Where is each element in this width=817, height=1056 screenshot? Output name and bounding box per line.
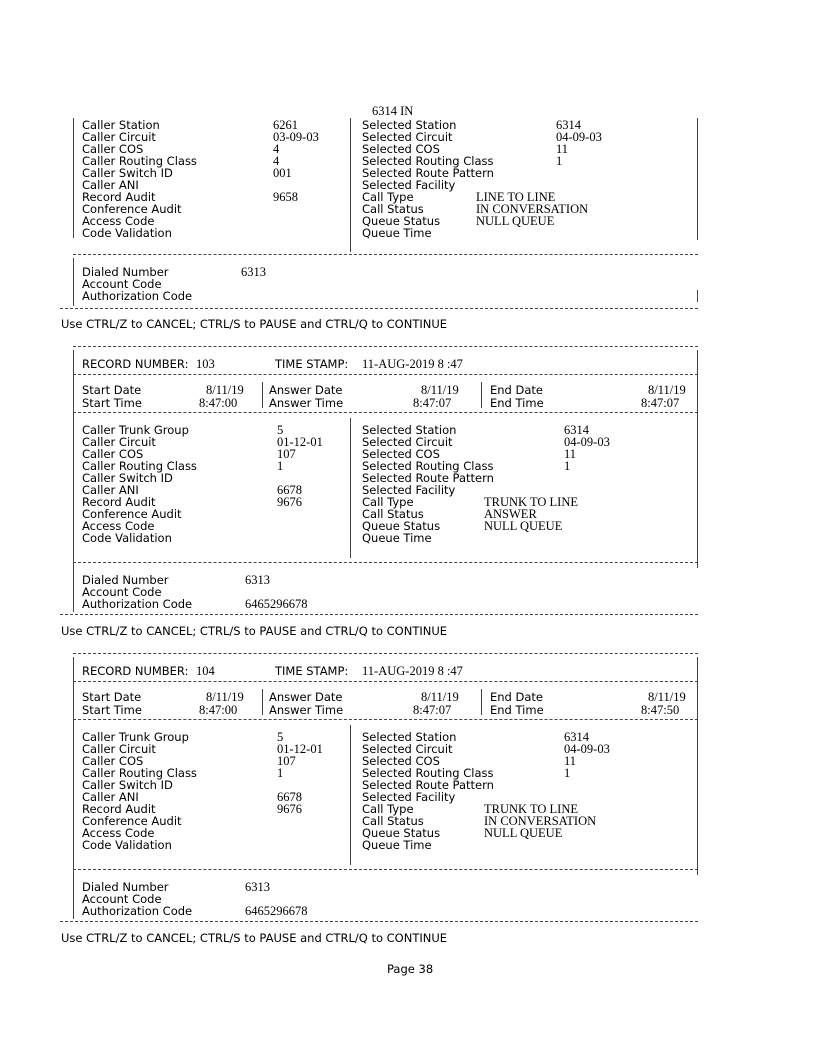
caller-labels (82, 119, 197, 239)
selected-label: Queue Time (362, 226, 432, 240)
selected-label: Call Type (362, 190, 414, 204)
caller-label: Caller ANI (82, 483, 139, 497)
selected-label: Selected Facility (362, 178, 456, 192)
divider (73, 719, 698, 720)
selected-label: Selected Facility (362, 483, 456, 497)
end-time: 8:47:50 (641, 703, 680, 717)
selected-label: Selected Station (362, 423, 457, 437)
caller-value: 6261 (273, 118, 298, 132)
time-stamp: 11-AUG-2019 8 :47 (362, 357, 463, 371)
caller-label: Caller Circuit (82, 130, 156, 144)
selected-value: 04-09-03 (564, 435, 610, 449)
selected-label: Call Type (362, 802, 414, 816)
end-date: 8/11/19 (648, 690, 686, 704)
selected-value: 11 (564, 754, 577, 768)
caller-value: 4 (273, 142, 280, 156)
selected-value: IN CONVERSATION (476, 202, 589, 216)
start-date: 8/11/19 (206, 690, 244, 704)
selected-labels (362, 119, 494, 239)
time-stamp: 11-AUG-2019 8 :47 (362, 664, 463, 678)
selected-label: Selected Facility (362, 790, 456, 804)
dialed-labels (82, 266, 192, 302)
dialed-label: Account Code (82, 277, 162, 291)
caller-value (273, 215, 319, 227)
selected-label: Selected COS (362, 447, 440, 461)
right-border (697, 118, 698, 240)
selected-values-a (564, 424, 610, 472)
dialed-labels (82, 881, 192, 917)
selected-value: 6314 (564, 423, 589, 437)
selected-labels (362, 731, 494, 851)
selected-values-a (564, 731, 610, 779)
caller-label: Record Audit (82, 190, 156, 204)
dialed-label: Dialed Number (82, 880, 169, 894)
selected-values-b (484, 803, 596, 839)
selected-label: Selected Routing Class (362, 766, 494, 780)
dialed-label: Authorization Code (82, 904, 193, 918)
caller-label: Record Audit (82, 495, 156, 509)
selected-label: Call Status (362, 814, 424, 828)
selected-label: Queue Status (362, 519, 441, 533)
left-border (73, 258, 74, 306)
selected-value: 04-09-03 (556, 130, 602, 144)
record-number-label: RECORD NUMBER: (82, 664, 189, 678)
column-divider (481, 382, 482, 408)
end-date-label: End Date (490, 383, 543, 397)
caller-value: 4 (273, 154, 280, 168)
caller-value (273, 203, 319, 215)
divider (73, 653, 698, 654)
record-number-label: RECORD NUMBER: (82, 357, 189, 371)
answer-time: 8:47:07 (413, 396, 452, 410)
caller-value: 1 (277, 766, 284, 780)
answer-date: 8/11/19 (421, 690, 459, 704)
answer-date-label: Answer Date (269, 690, 343, 704)
caller-label: Caller ANI (82, 178, 139, 192)
caller-value: 5 (277, 730, 284, 744)
caller-value: 01-12-01 (277, 435, 323, 449)
end-time: 8:47:07 (641, 396, 680, 410)
time-stamp-label: TIME STAMP: (275, 357, 349, 371)
caller-value: 03-09-03 (273, 130, 319, 144)
end-time-label: End Time (490, 396, 544, 410)
start-time: 8:47:00 (199, 396, 238, 410)
selected-value: ANSWER (484, 507, 537, 521)
caller-label: Caller Switch ID (82, 778, 173, 792)
dialed-value: 6313 (245, 573, 270, 587)
start-date-label: Start Date (82, 383, 142, 397)
caller-label: Caller Routing Class (82, 766, 197, 780)
divider (73, 346, 698, 347)
caller-value: 9676 (277, 495, 302, 509)
caller-label: Caller Circuit (82, 435, 156, 449)
left-border (73, 118, 74, 238)
dialed-label: Account Code (82, 892, 162, 906)
divider (73, 412, 698, 413)
divider (73, 374, 698, 375)
caller-label: Conference Audit (82, 202, 182, 216)
selected-label: Queue Status (362, 214, 441, 228)
caller-label: Conference Audit (82, 814, 182, 828)
column-divider (262, 382, 263, 408)
caller-value (277, 520, 323, 532)
start-date: 8/11/19 (206, 383, 244, 397)
caller-label: Caller Switch ID (82, 166, 173, 180)
start-time: 8:47:00 (199, 703, 238, 717)
left-border (73, 657, 74, 919)
selected-label: Selected Station (362, 730, 457, 744)
start-time-label: Start Time (82, 396, 142, 410)
dialed-values (245, 574, 308, 610)
dialed-value: 6313 (245, 880, 270, 894)
caller-value: 01-12-01 (277, 742, 323, 756)
dialed-values (245, 881, 308, 917)
dialed-value (241, 278, 266, 290)
dialed-value (241, 290, 266, 302)
caller-label: Access Code (82, 214, 155, 228)
column-divider (350, 725, 351, 865)
selected-value: NULL QUEUE (476, 214, 555, 228)
dialed-value: 6465296678 (245, 904, 308, 918)
selected-value: 11 (556, 142, 569, 156)
selected-values-b (476, 191, 588, 227)
caller-labels (82, 424, 197, 544)
start-date-label: Start Date (82, 690, 142, 704)
record-number: 104 (196, 664, 215, 678)
caller-values (277, 731, 323, 851)
footer-prompt: Use CTRL/Z to CANCEL; CTRL/S to PAUSE and CTRL/Q to CONTINUE (61, 624, 448, 638)
selected-value: 1 (564, 766, 571, 780)
column-divider (262, 689, 263, 715)
caller-value: 1 (277, 459, 284, 473)
caller-value (277, 508, 323, 520)
record-number: 103 (196, 357, 215, 371)
caller-value: 9676 (277, 802, 302, 816)
selected-label: Selected Circuit (362, 435, 453, 449)
column-divider (481, 689, 482, 715)
dialed-label: Dialed Number (82, 265, 169, 279)
caller-label: Code Validation (82, 531, 172, 545)
caller-value (277, 815, 323, 827)
footer-prompt: Use CTRL/Z to CANCEL; CTRL/S to PAUSE and CTRL/Q to CONTINUE (61, 317, 448, 331)
caller-label: Caller Trunk Group (82, 423, 189, 437)
caller-label: Caller COS (82, 447, 144, 461)
right-border (697, 290, 698, 302)
selected-value: 1 (556, 154, 563, 168)
end-date: 8/11/19 (648, 383, 686, 397)
caller-value: 6678 (277, 483, 302, 497)
caller-label: Code Validation (82, 226, 172, 240)
selected-label: Queue Time (362, 838, 432, 852)
caller-value: 9658 (273, 190, 298, 204)
caller-value (273, 227, 319, 239)
selected-value: 11 (564, 447, 577, 461)
dialed-values (241, 266, 266, 302)
caller-value (277, 532, 323, 544)
column-divider (350, 118, 351, 252)
caller-label: Caller Circuit (82, 742, 156, 756)
selected-value: NULL QUEUE (484, 519, 563, 533)
caller-label: Conference Audit (82, 507, 182, 521)
selected-label: Selected Routing Class (362, 459, 494, 473)
time-stamp-label: TIME STAMP: (275, 664, 349, 678)
right-border (697, 350, 698, 568)
caller-label: Record Audit (82, 802, 156, 816)
selected-label: Selected COS (362, 142, 440, 156)
caller-values (273, 119, 319, 239)
answer-time-label: Answer Time (269, 703, 344, 717)
divider (73, 562, 698, 563)
caller-label: Caller Trunk Group (82, 730, 189, 744)
selected-values-a (556, 119, 602, 167)
selected-labels (362, 424, 494, 544)
dialed-label: Dialed Number (82, 573, 169, 587)
caller-label: Code Validation (82, 838, 172, 852)
selected-value: 6314 (564, 730, 589, 744)
header-note: 6314 IN (372, 104, 414, 118)
dialed-label: Authorization Code (82, 289, 193, 303)
selected-value: LINE TO LINE (476, 190, 556, 204)
caller-value: 107 (277, 754, 296, 768)
caller-value (277, 827, 323, 839)
selected-value: 1 (564, 459, 571, 473)
selected-value: TRUNK TO LINE (484, 802, 578, 816)
selected-value: NULL QUEUE (484, 826, 563, 840)
selected-value: 04-09-03 (564, 742, 610, 756)
end-time-label: End Time (490, 703, 544, 717)
answer-time-label: Answer Time (269, 396, 344, 410)
selected-label: Selected Route Pattern (362, 471, 494, 485)
caller-label: Access Code (82, 519, 155, 533)
footer-prompt: Use CTRL/Z to CANCEL; CTRL/S to PAUSE and CTRL/Q to CONTINUE (61, 931, 448, 945)
divider (60, 614, 698, 615)
caller-labels (82, 731, 197, 851)
selected-label: Selected Route Pattern (362, 166, 494, 180)
dialed-label: Account Code (82, 585, 162, 599)
answer-date: 8/11/19 (421, 383, 459, 397)
selected-label: Queue Status (362, 826, 441, 840)
caller-label: Caller COS (82, 142, 144, 156)
selected-label: Selected COS (362, 754, 440, 768)
selected-label: Selected Circuit (362, 130, 453, 144)
dialed-value: 6313 (241, 265, 266, 279)
caller-value: 107 (277, 447, 296, 461)
dialed-label: Authorization Code (82, 597, 193, 611)
caller-label: Caller Routing Class (82, 459, 197, 473)
selected-label: Call Status (362, 507, 424, 521)
divider (73, 254, 698, 255)
selected-value: TRUNK TO LINE (484, 495, 578, 509)
caller-values (277, 424, 323, 544)
dialed-labels (82, 574, 192, 610)
selected-label: Call Type (362, 495, 414, 509)
caller-value: 6678 (277, 790, 302, 804)
page-number: Page 38 (387, 962, 434, 976)
left-border (73, 350, 74, 612)
divider (73, 681, 698, 682)
caller-label: Caller ANI (82, 790, 139, 804)
caller-label: Caller Station (82, 118, 160, 132)
end-date-label: End Date (490, 690, 543, 704)
selected-label: Selected Station (362, 118, 457, 132)
caller-value (277, 839, 323, 851)
selected-label: Call Status (362, 202, 424, 216)
selected-label: Queue Time (362, 531, 432, 545)
selected-values-b (484, 496, 578, 532)
caller-label: Access Code (82, 826, 155, 840)
start-time-label: Start Time (82, 703, 142, 717)
answer-time: 8:47:07 (413, 703, 452, 717)
right-border (697, 657, 698, 875)
dialed-value: 6465296678 (245, 597, 308, 611)
answer-date-label: Answer Date (269, 383, 343, 397)
divider (73, 869, 698, 870)
selected-value: 6314 (556, 118, 581, 132)
caller-value: 5 (277, 423, 284, 437)
column-divider (350, 418, 351, 558)
divider (60, 921, 698, 922)
selected-label: Selected Circuit (362, 742, 453, 756)
caller-label: Caller Switch ID (82, 471, 173, 485)
caller-value: 001 (273, 166, 292, 180)
selected-value: IN CONVERSATION (484, 814, 597, 828)
selected-label: Selected Route Pattern (362, 778, 494, 792)
caller-label: Caller Routing Class (82, 154, 197, 168)
caller-label: Caller COS (82, 754, 144, 768)
divider (60, 308, 698, 309)
selected-label: Selected Routing Class (362, 154, 494, 168)
